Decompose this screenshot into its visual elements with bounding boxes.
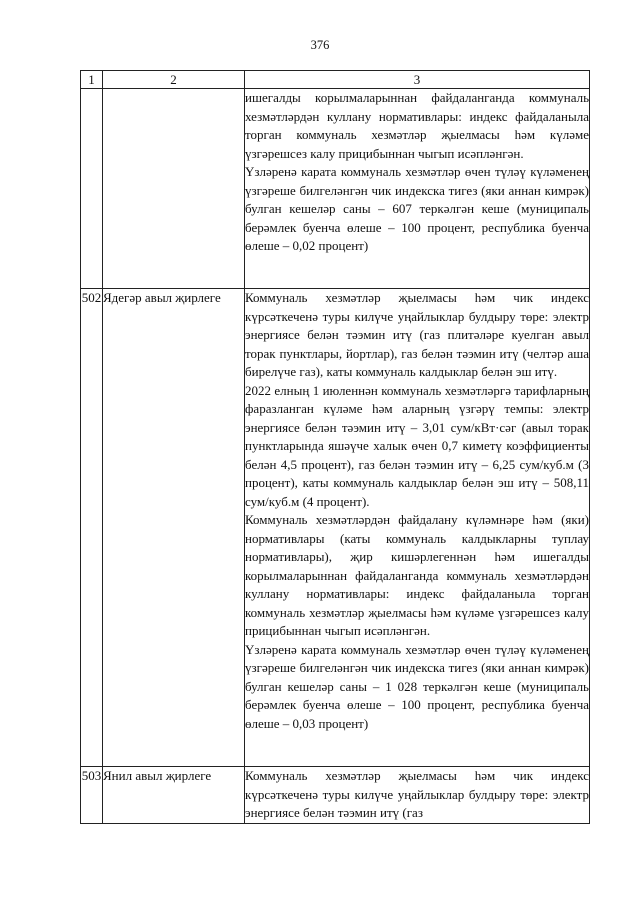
header-col-1: 1 <box>81 71 103 89</box>
settlement-name: Ядегәр авыл җирлеге <box>103 289 245 767</box>
table-header-row <box>81 71 590 89</box>
table-row <box>81 289 590 767</box>
row-number <box>81 89 103 289</box>
row-content <box>245 289 590 767</box>
settlement-name <box>103 89 245 289</box>
header-col-3: 3 <box>245 71 590 89</box>
row-content <box>245 89 590 289</box>
row-number: 502 <box>81 289 103 767</box>
row-content <box>245 767 590 824</box>
content-paragraph: 2022 елның 1 июленнән коммуналь хезмәтләргә тарифларның фаразланган күләме һәм аларның үзгәрү темпы: электр энергиясе белән тәэмин итү – 3,01 сум/кВт·сәг (авыл торак пунктларында яшәүче халык өчен 0,7 киметү коэффициенты белән 4,5 процент), газ белән тәэмин итү – 6,25 сум/куб.м (3 процент), каты коммуналь калдыклар белән эш итү – 508,11 сум/куб.м (4 процент). <box>245 382 589 509</box>
table-row <box>81 89 590 289</box>
content-paragraph: Үзләренә карата коммуналь хезмәтләр өчен түләү күләменең үзгәреше билгеләнгән чик индекска тигез (яки аннан кимрәк) булган кешеләр саны – 607 теркәлгән кеше (муниципаль берәмлек буенча өлеше – 100 процент, республика буенча өлеше – 0,02 процент) <box>245 164 589 253</box>
content-paragraph: Коммуналь хезмәтләр җыелмасы һәм чик индекс күрсәткеченә туры килүче уңайлыклар булдыру төре: электр энергиясе белән тәэмин итү (газ <box>245 768 589 820</box>
content-paragraph: Коммуналь хезмәтләр җыелмасы һәм чик индекс күрсәткеченә туры килүче уңайлыклар булдыру төре: электр энергиясе белән тәэмин итү (газ плитәләре куелган авыл торак пунктлары, йортлар), газ белән тәэмин итү (челтәр аша бирелүче газ), каты коммуналь калдыклар белән эш итү. <box>245 290 589 379</box>
content-paragraph: Коммуналь хезмәтләрдән файдалану күләмнәре һәм (яки) нормативлары (каты коммуналь калдыкларны туплау нормативлары), җир кишәрлегеннән һәм ишегалды корылмаларыннан файдаланганда коммуналь хезмәтләрдән куллану нормативлары: индекс файдаланыла торган коммуналь хезмәтләр җыелмасы һәм күләме үзгәрешсез калу прицибыннан чыгып исәпләнгән. <box>245 512 589 638</box>
page-number: 376 <box>310 38 330 52</box>
table-row <box>81 767 590 824</box>
settlement-name: Янил авыл җирлеге <box>103 767 245 824</box>
content-paragraph: Үзләренә карата коммуналь хезмәтләр өчен түләү күләменең үзгәреше билгеләнгән чик индекска тигез (яки аннан кимрәк) булган кешеләр саны – 1 028 теркәлгән кеше (муниципаль берәмлек буенча өлеше – 100 процент, республика буенча өлеше – 0,03 процент) <box>245 641 589 731</box>
row-number: 503 <box>81 767 103 824</box>
header-col-2: 2 <box>103 71 245 89</box>
document-table <box>80 70 590 824</box>
content-paragraph: ишегалды корылмаларыннан файдаланганда коммуналь хезмәтләрдән куллану нормативлары: индекс файдаланыла торган коммуналь хезмәтләр җыелмасы һәм күләме үзгәрешсез калу прицибыннан чыгып исәпләнгән. <box>245 90 589 161</box>
